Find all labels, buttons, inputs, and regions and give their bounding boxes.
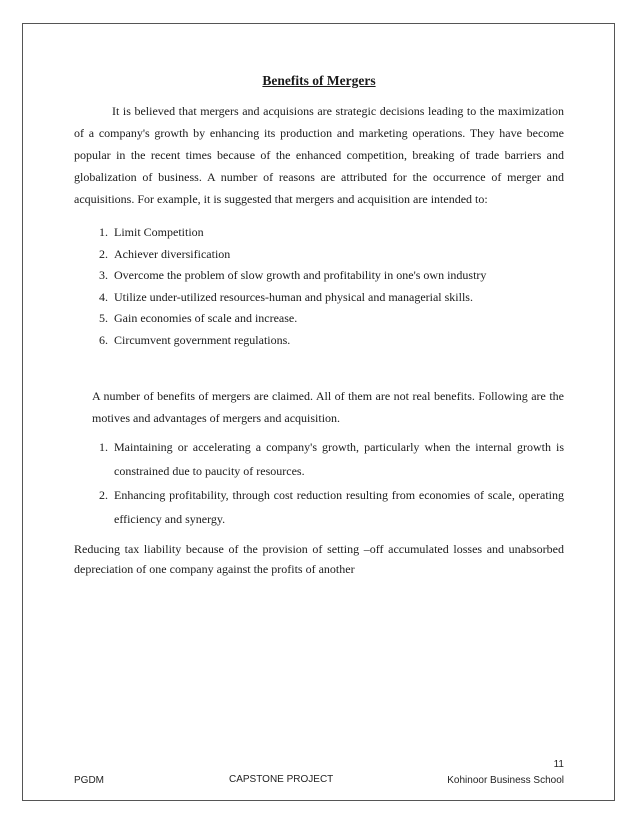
page-footer — [74, 758, 564, 788]
benefits-paragraph: A number of benefits of mergers are claimed. All of them are not real benefits. Following are the motives and advantages of mergers and acquisition. — [92, 389, 564, 425]
footer-center-text: CAPSTONE PROJECT — [229, 774, 334, 785]
reasons-list — [74, 222, 564, 351]
list-item: 1. Maintaining or accelerating a company's growth, particularly when the internal growth is constrained due to paucity of resources. — [111, 435, 564, 483]
closing-paragraph: Reducing tax liability because of the provision of setting –off accumulated losses and unabsorbed depreciation of one company against the profits of another — [74, 542, 564, 576]
list-item: 5. Gain economies of scale and increase. — [111, 308, 564, 330]
intro-paragraph: It is believed that mergers and acquisions are strategic decisions leading to the maximization of a company's growth by enhancing its production and marketing operations. They have become popular in the recent times because of the enhanced competition, breaking of trade barriers and globalization of business. A number of reasons are attributed for the occurrence of merger and acquisitions. For example, it is suggested that mergers and acquisition are intended to: — [74, 104, 564, 206]
page-title: Benefits of Mergers — [262, 73, 376, 88]
motives-list — [74, 435, 564, 531]
list-item: 1. Limit Competition — [111, 222, 564, 244]
page-number: 11 — [553, 759, 564, 770]
footer-left-text: PGDM — [74, 775, 104, 786]
list-item: 4. Utilize under-utilized resources-human and physical and managerial skills. — [111, 287, 564, 309]
list-item: 3. Overcome the problem of slow growth and profitability in one's own industry — [111, 265, 564, 287]
list-item: 6. Circumvent government regulations. — [111, 330, 564, 352]
list-item: 2. Enhancing profitability, through cost reduction resulting from economies of scale, operating efficiency and synergy. — [111, 483, 564, 531]
footer-right-text: Kohinoor Business School — [447, 775, 564, 786]
list-item: 2. Achiever diversification — [111, 244, 564, 266]
document-body — [74, 72, 564, 579]
